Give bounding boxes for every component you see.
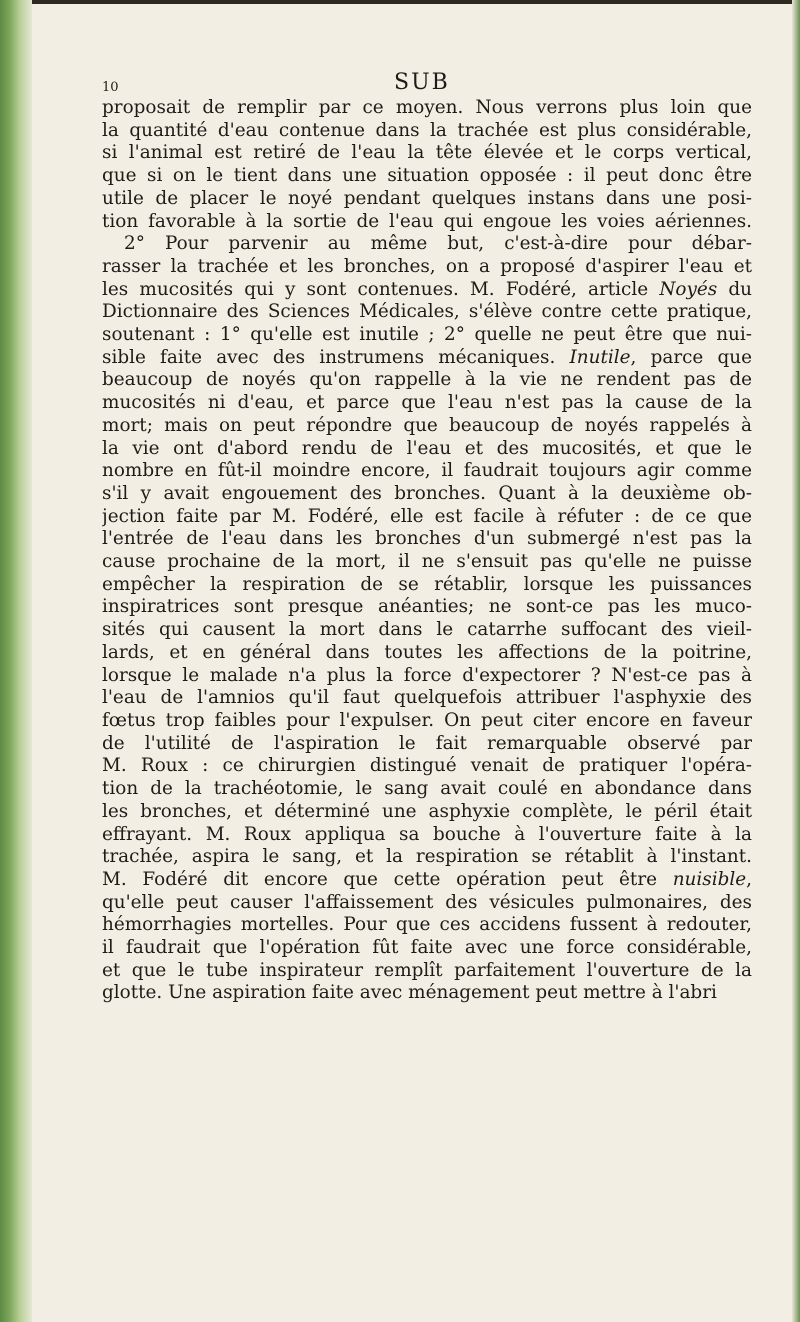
body-text [102,97,752,1005]
text-line [102,914,752,937]
line-text: fœtus trop faibles pour l'expulser. On peut citer encore en faveur [102,709,752,731]
line-text: mucosités ni d'eau, et parce que l'eau n'est pas la cause de la [102,392,752,414]
text-line [102,574,752,597]
line-text: cause prochaine de la mort, il ne s'ensuit pas qu'elle ne puisse [102,551,752,573]
text-line [102,755,752,778]
italic-term: Inutile [569,346,631,368]
page-right-edge [792,0,800,1322]
text-line [102,165,752,188]
text-line [102,801,752,824]
text-line [102,142,752,165]
text-line [102,824,752,847]
line-text: les mucosités qui y sont contenues. M. Fodéré, article [102,278,660,300]
line-text: lards, et en général dans toutes les affections de la poitrine, [102,641,752,663]
text-line [102,188,752,211]
text-line [102,483,752,506]
text-line [102,438,752,461]
text-line [102,528,752,551]
text-line [102,211,752,234]
line-text: rasser la trachée et les bronches, on a proposé d'aspirer l'eau et [102,255,752,277]
text-line [102,551,752,574]
text-line [102,233,752,256]
line-text: hémorrhagies mortelles. Pour que ces accidens fussent à redouter, [102,914,752,936]
line-text-after: , [746,868,752,890]
text-line [102,687,752,710]
text-line [102,869,752,892]
text-line [102,256,752,279]
line-text: M. Fodéré dit encore que cette opération peut être [102,868,673,890]
text-line [102,596,752,619]
text-line [102,392,752,415]
text-line [102,301,752,324]
text-line [102,778,752,801]
line-text: qu'elle peut causer l'affaissement des vésicules pulmonaires, des [102,891,752,913]
line-text: que si on le tient dans une situation opposée : il peut donc être [102,165,752,187]
line-text: tion favorable à la sortie de l'eau qui engoue les voies aériennes. [102,210,752,232]
line-text: les bronches, et déterminé une asphyxie complète, le péril était [102,800,752,822]
line-text: trachée, aspira le sang, et la respiration se rétablit à l'instant. [102,846,752,868]
line-text: Dictionnaire des Sciences Médicales, s'élève contre cette pratique, [102,301,752,323]
book-page [32,4,792,1322]
text-line [102,733,752,756]
italic-term: nuisible [672,868,747,890]
line-text-after: du [717,278,752,300]
text-line [102,279,752,302]
line-text: glotte. Une aspiration faite avec ménagement peut mettre à l'abri [102,982,717,1004]
line-text: beaucoup de noyés qu'on rappelle à la vie ne rendent pas de [102,369,752,391]
line-text: tion de la trachéotomie, le sang avait coulé en abondance dans [102,778,752,800]
text-line [102,960,752,983]
book-spine-edge [0,0,32,1322]
line-text: utile de placer le noyé pendant quelques instans dans une posi- [102,187,752,209]
line-text: 2° Pour parvenir au même but, c'est-à-dire pour débar- [124,233,752,255]
line-text: de l'utilité de l'aspiration le fait remarquable observé par [102,732,752,754]
line-text: effrayant. M. Roux appliqua sa bouche à l'ouverture faite à la [102,823,752,845]
text-line [102,369,752,392]
text-line [102,415,752,438]
text-line [102,665,752,688]
text-line [102,506,752,529]
text-line [102,324,752,347]
line-text: lorsque le malade n'a plus la force d'expectorer ? N'est-ce pas à [102,664,752,686]
line-text: la vie ont d'abord rendu de l'eau et des mucosités, et que le [102,437,752,459]
line-text: et que le tube inspirateur remplît parfaitement l'ouverture de la [102,959,752,981]
text-line [102,892,752,915]
line-text: soutenant : 1° qu'elle est inutile ; 2° quelle ne peut être que nui- [102,324,752,346]
text-line [102,937,752,960]
line-text: sités qui causent la mort dans le catarrhe suffocant des vieil- [102,619,752,641]
line-text: la quantité d'eau contenue dans la trachée est plus considérable, [102,119,752,141]
line-text: jection faite par M. Fodéré, elle est facile à réfuter : de ce que [102,505,752,527]
text-line [102,347,752,370]
line-text: empêcher la respiration de se rétablir, lorsque les puissances [102,573,752,595]
line-text: il faudrait que l'opération fût faite avec une force considérable, [102,937,752,959]
text-line [102,982,752,1005]
text-line [102,642,752,665]
line-text: nombre en fût-il moindre encore, il faudrait toujours agir comme [102,460,752,482]
line-text-after: , parce que [630,346,752,368]
text-line [102,120,752,143]
line-text: si l'animal est retiré de l'eau la tête élevée et le corps vertical, [102,142,752,164]
line-text: inspiratrices sont presque anéanties; ne sont-ce pas les muco- [102,596,752,618]
line-text: l'eau de l'amnios qu'il faut quelquefois attribuer l'asphyxie des [102,687,752,709]
line-text: proposait de remplir par ce moyen. Nous verrons plus loin que [102,97,752,118]
running-head: SUB [394,70,450,95]
text-line [102,97,752,120]
text-line [102,619,752,642]
page-header [102,70,742,100]
line-text: mort; mais on peut répondre que beaucoup de noyés rappelés à [102,414,752,436]
line-text: s'il y avait engouement des bronches. Quant à la deuxième ob- [102,482,752,504]
text-line [102,460,752,483]
line-text: M. Roux : ce chirurgien distingué venait de pratiquer l'opéra- [102,755,752,777]
text-line [102,846,752,869]
line-text: sible faite avec des instrumens mécaniques. [102,346,570,368]
page-number: 10 [102,80,119,95]
italic-term: Noyés [659,278,718,300]
text-line [102,710,752,733]
line-text: l'entrée de l'eau dans les bronches d'un submergé n'est pas la [102,528,752,550]
